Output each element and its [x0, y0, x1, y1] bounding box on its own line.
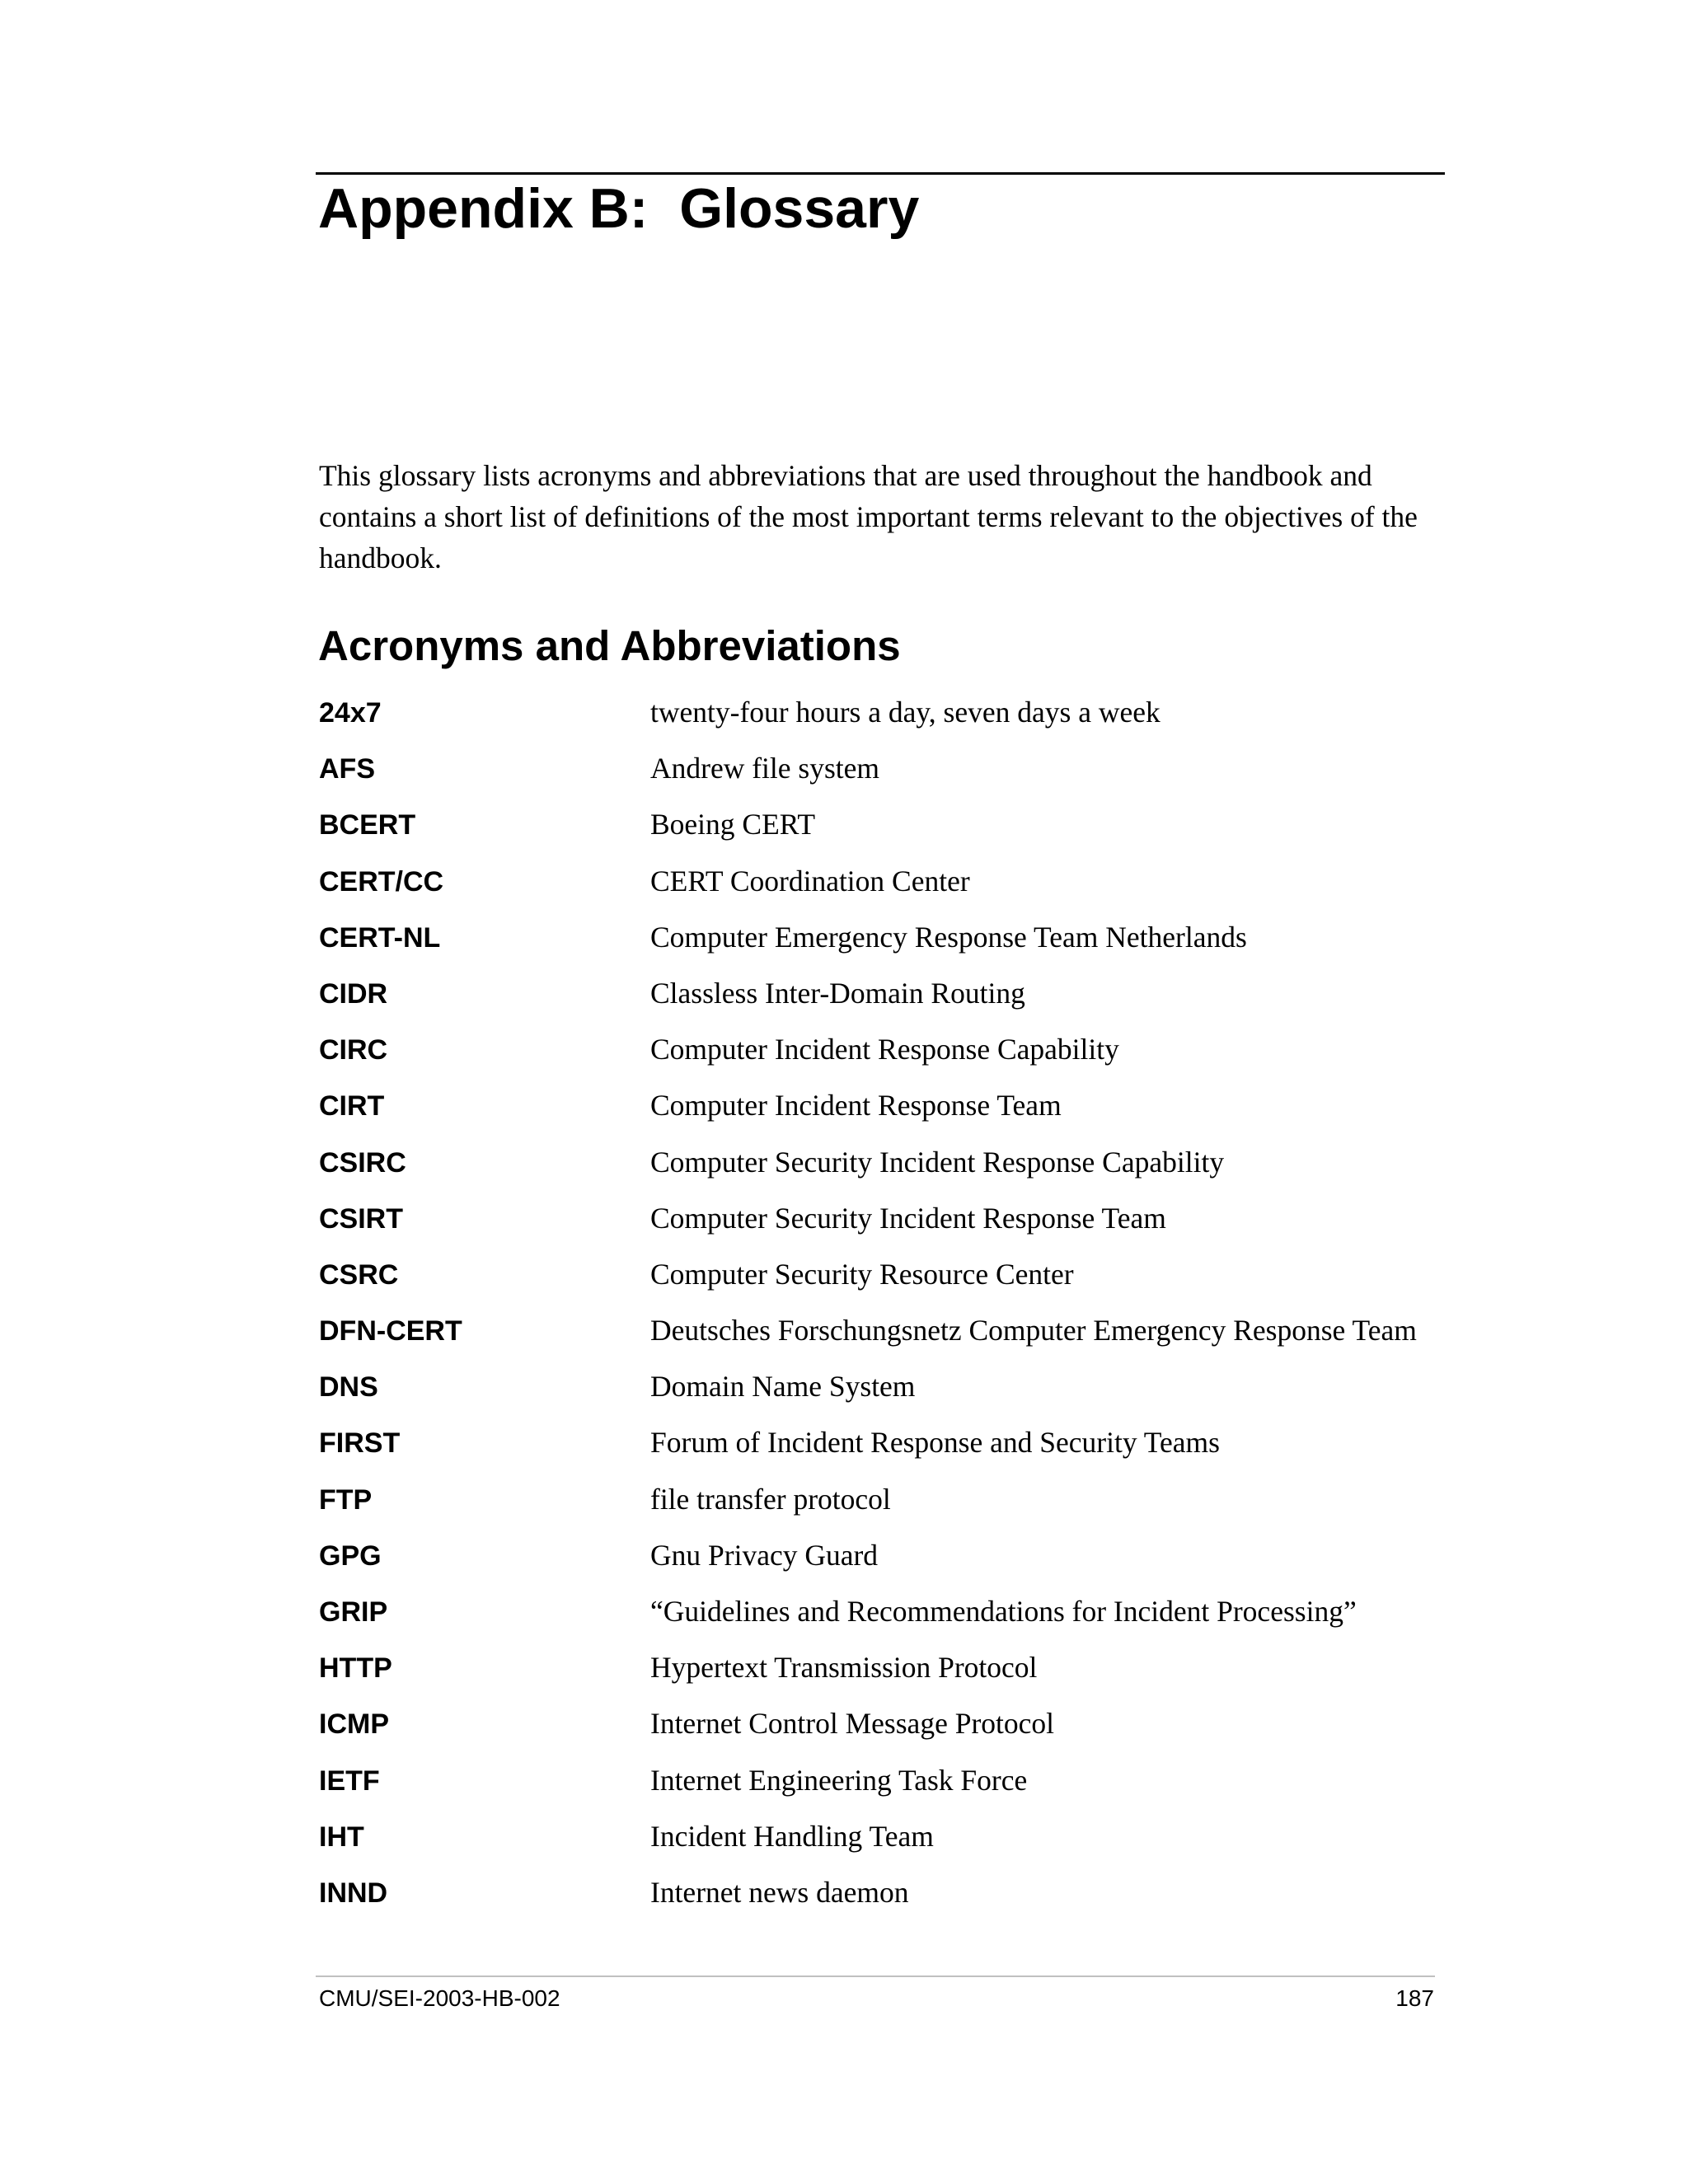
glossary-term: FTP: [319, 1483, 373, 1516]
footer-page-number: 187: [1395, 1985, 1434, 2011]
glossary-row: [319, 1310, 1456, 1366]
glossary-definition: twenty-four hours a day, seven days a week: [650, 696, 1160, 729]
glossary-term: CERT/CC: [319, 865, 444, 898]
glossary-term: 24x7: [319, 697, 382, 729]
glossary-row: [319, 1703, 1456, 1759]
glossary-row: [319, 691, 1456, 748]
glossary-term: IHT: [319, 1821, 364, 1853]
footer-rule: [316, 1975, 1435, 1977]
glossary-term: DNS: [319, 1371, 378, 1404]
glossary-row: [319, 804, 1456, 860]
glossary-definition: Computer Incident Response Team: [650, 1089, 1062, 1122]
glossary-row: [319, 1872, 1456, 1928]
glossary-row: [319, 1197, 1456, 1254]
intro-paragraph: This glossary lists acronyms and abbreviations that are used throughout the handbook and contains a short list of definitions of the most important terms relevant to the objectives of the handbook.: [319, 459, 1418, 574]
glossary-list: [319, 691, 1456, 1928]
glossary-row: [319, 1535, 1456, 1591]
glossary-term: BCERT: [319, 809, 416, 841]
glossary-term: DFN-CERT: [319, 1315, 462, 1347]
glossary-term: CIDR: [319, 977, 388, 1010]
glossary-row: [319, 860, 1456, 916]
glossary-row: [319, 916, 1456, 972]
glossary-row: [319, 1366, 1456, 1422]
glossary-row: [319, 1085, 1456, 1141]
glossary-row: [319, 1422, 1456, 1478]
glossary-definition: Hypertext Transmission Protocol: [650, 1651, 1038, 1685]
glossary-definition: Internet Control Message Protocol: [650, 1707, 1054, 1741]
glossary-definition: Domain Name System: [650, 1370, 916, 1404]
glossary-term: CIRC: [319, 1034, 388, 1066]
glossary-term: GRIP: [319, 1596, 388, 1628]
chapter-title: Appendix B: Glossary: [318, 177, 920, 240]
glossary-definition: “Guidelines and Recommendations for Incident Processing”: [650, 1595, 1357, 1628]
glossary-row: [319, 748, 1456, 804]
glossary-row: [319, 1029, 1456, 1085]
glossary-definition: CERT Coordination Center: [650, 864, 970, 898]
glossary-term: CSIRT: [319, 1202, 403, 1235]
glossary-definition: Computer Security Incident Response Team: [650, 1201, 1166, 1235]
glossary-definition: Andrew file system: [650, 752, 880, 785]
glossary-row: [319, 1816, 1456, 1872]
glossary-row: [319, 1479, 1456, 1535]
glossary-row: [319, 1254, 1456, 1310]
glossary-definition: Gnu Privacy Guard: [650, 1538, 879, 1572]
glossary-definition: Computer Emergency Response Team Netherlands: [650, 920, 1247, 954]
glossary-row: [319, 1647, 1456, 1703]
glossary-definition: Forum of Incident Response and Security Teams: [650, 1426, 1220, 1460]
glossary-term: CIRT: [319, 1090, 385, 1122]
glossary-term: INND: [319, 1877, 388, 1909]
glossary-definition: Computer Incident Response Capability: [650, 1033, 1119, 1066]
glossary-term: GPG: [319, 1540, 382, 1572]
footer-document-id: CMU/SEI-2003-HB-002: [319, 1985, 560, 2011]
glossary-definition: file transfer protocol: [650, 1482, 891, 1516]
glossary-definition: Internet news daemon: [650, 1875, 909, 1909]
section-heading: Acronyms and Abbreviations: [318, 622, 901, 669]
glossary-definition: Deutsches Forschungsnetz Computer Emergency Response Team: [650, 1314, 1417, 1347]
glossary-term: FIRST: [319, 1427, 401, 1460]
glossary-term: CERT-NL: [319, 921, 441, 954]
glossary-definition: Boeing CERT: [650, 808, 816, 841]
glossary-row: [319, 1591, 1456, 1647]
glossary-term: CSIRC: [319, 1146, 406, 1179]
glossary-definition: Internet Engineering Task Force: [650, 1763, 1028, 1797]
glossary-term: CSRC: [319, 1258, 399, 1291]
glossary-term: AFS: [319, 753, 375, 785]
glossary-term: IETF: [319, 1765, 380, 1797]
glossary-term: ICMP: [319, 1708, 389, 1741]
glossary-term: HTTP: [319, 1652, 392, 1685]
glossary-definition: Incident Handling Team: [650, 1819, 934, 1853]
glossary-definition: Computer Security Resource Center: [650, 1257, 1074, 1291]
glossary-row: [319, 1760, 1456, 1816]
glossary-definition: Computer Security Incident Response Capability: [650, 1145, 1225, 1179]
glossary-row: [319, 972, 1456, 1029]
glossary-definition: Classless Inter-Domain Routing: [650, 976, 1025, 1010]
glossary-row: [319, 1141, 1456, 1197]
